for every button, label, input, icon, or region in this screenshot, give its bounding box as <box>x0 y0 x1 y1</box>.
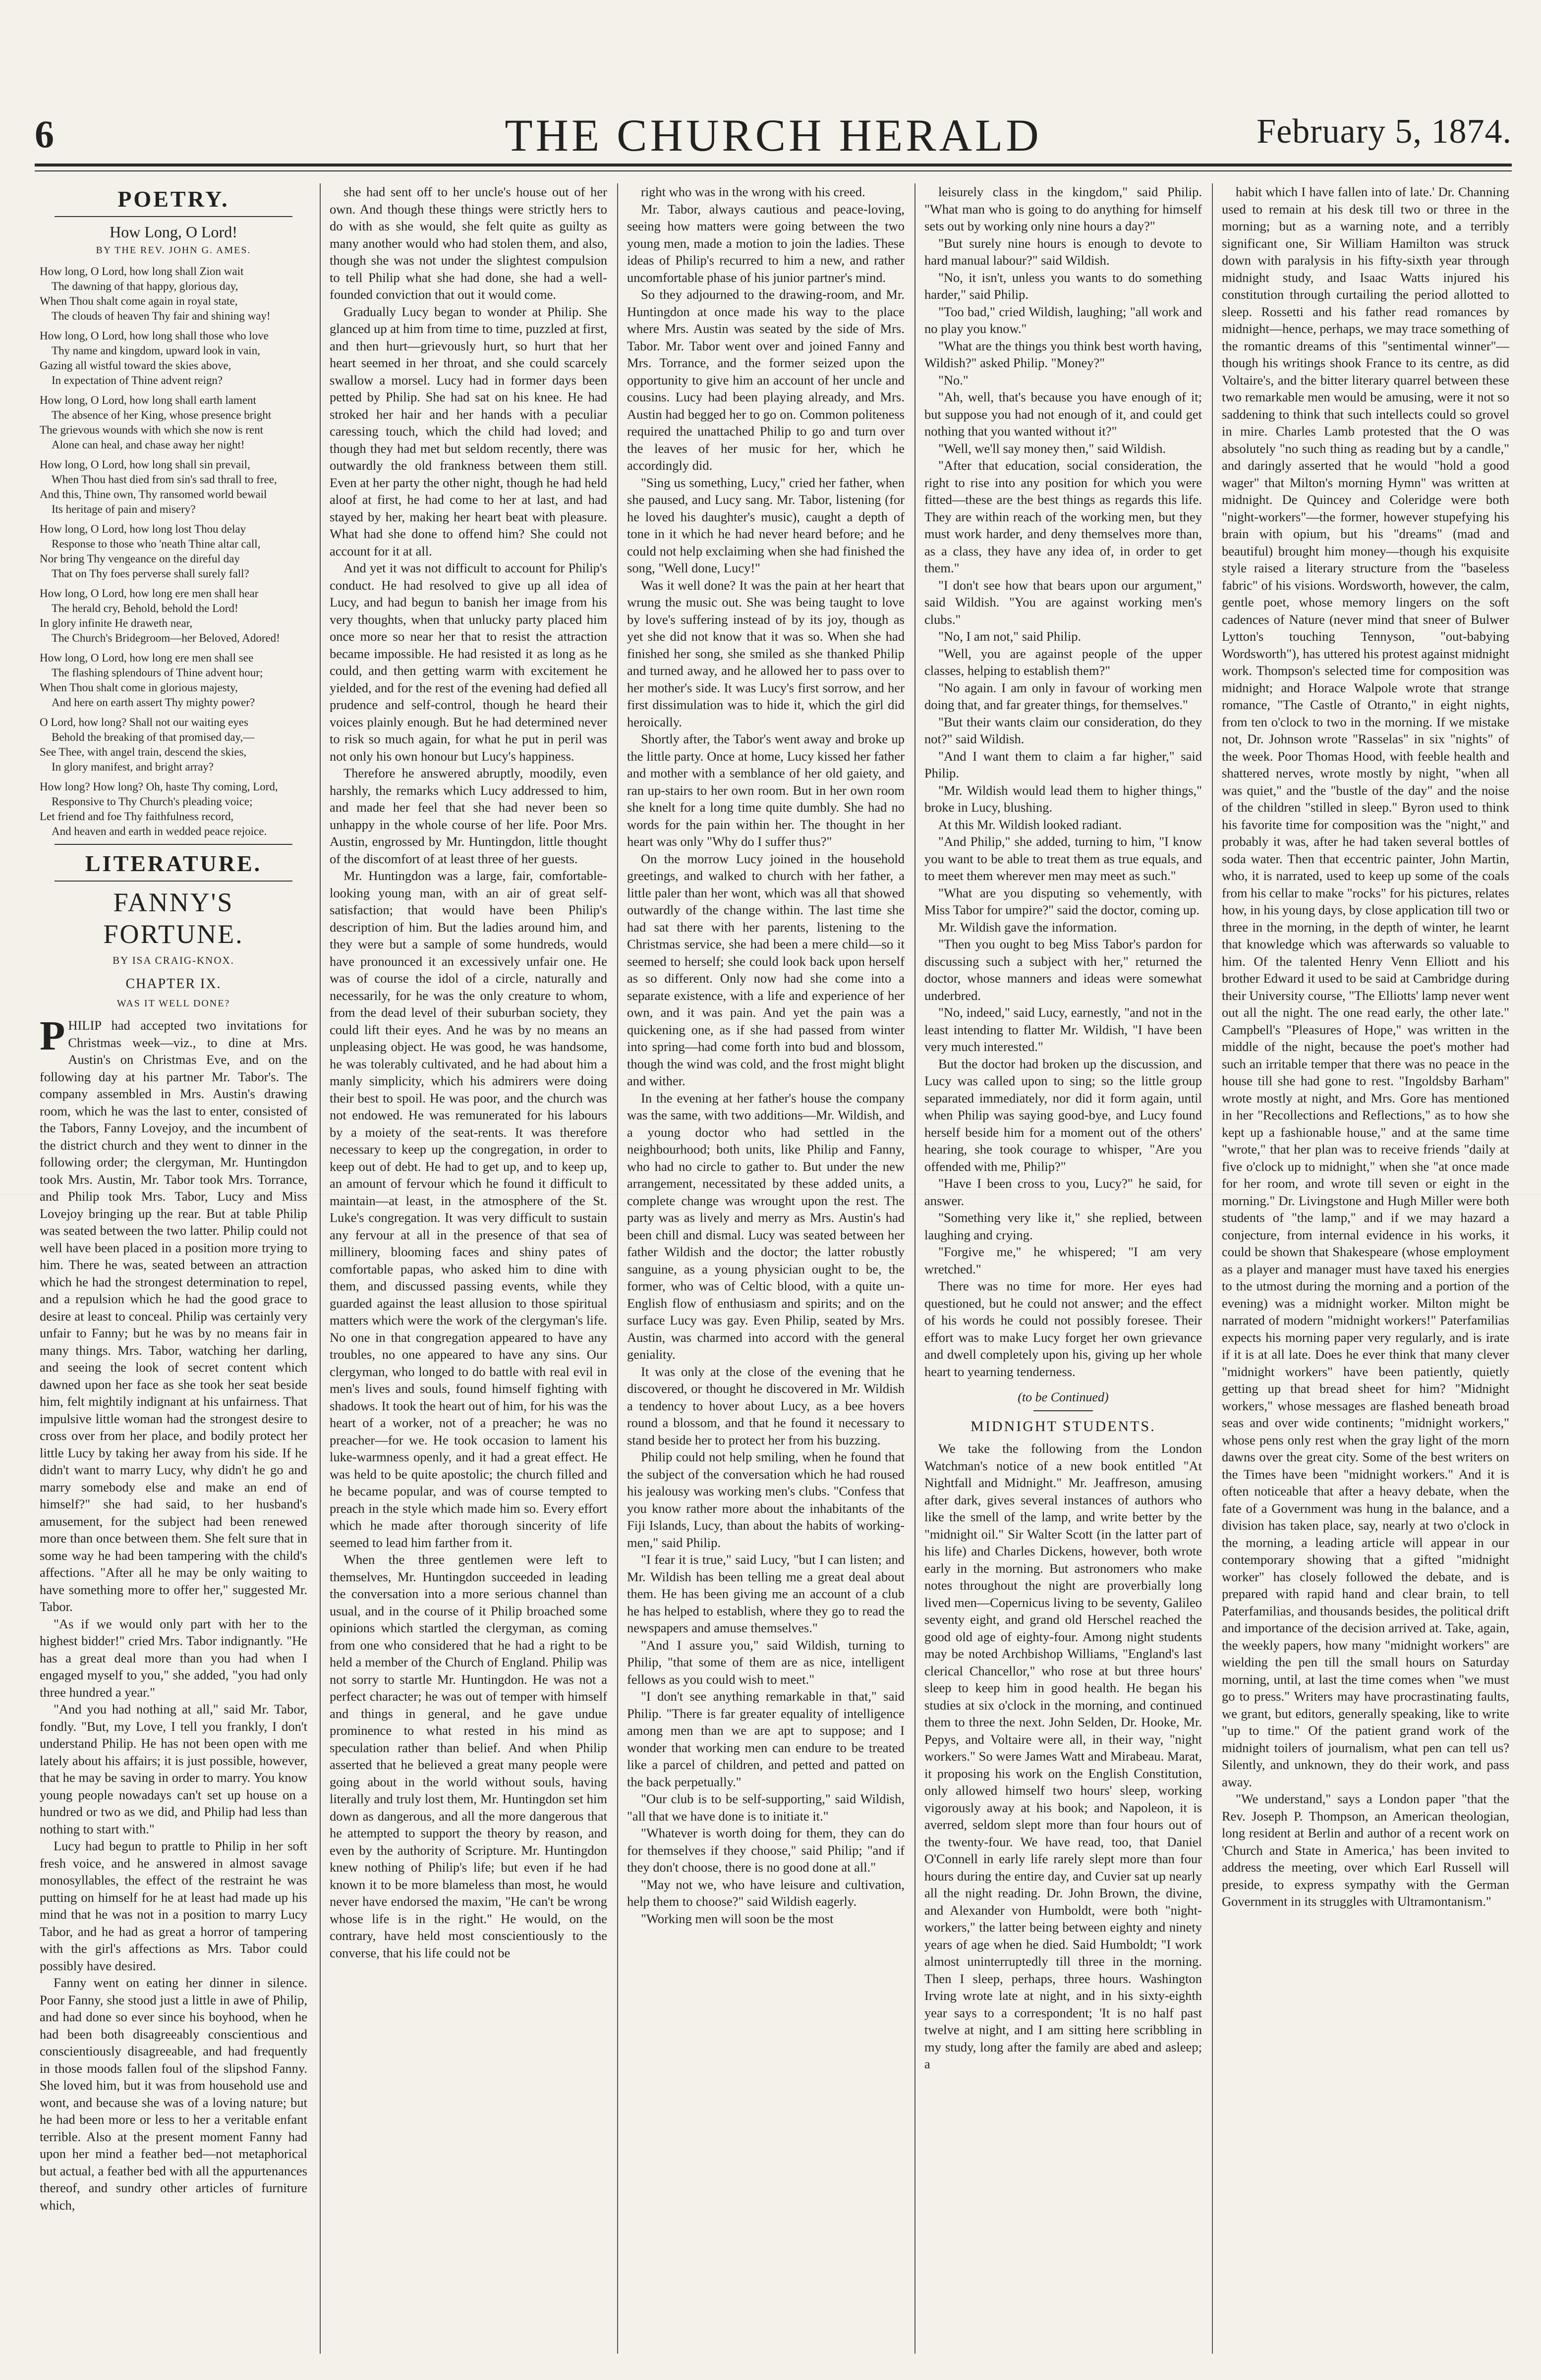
paragraph-text: Was it well done? It was the pain at her heart that wrung the music out. She was being taught to love by love's suffering instead of by its joy, though as yet she did not know that it was so. When she had finished her song, she smiled as she thanked Philip and turned away, and he allowed her to pass over to her mother's side. It was Lucy's first sorrow, and her first dissimulation was to hide it, which the girl did heroically. <box>627 577 905 729</box>
paragraph-text: Lucy had begun to prattle to Philip in her soft fresh voice, and he answered in almost savage monosyllables, the effect of the restraint he was putting on himself for he at least had made up his mind that he was not in a position to marry Lucy Tabor, and he had as great a horror of tampering with the girl's affections as Mrs. Tabor could possibly have desired. <box>40 1838 307 1973</box>
poem-stanza <box>40 779 307 839</box>
poem-line: How long? How long? Oh, haste Thy coming, Lord, <box>40 780 278 793</box>
poem-line: How long, O Lord, how long shall those who love <box>40 329 269 342</box>
paragraph-text: But the doctor had broken up the discussion, and Lucy was called upon to sing; so the little group separated immediately, nor did it form again, until when Philip was saying good-bye, and Lucy found herself beside him for a moment out of the others' hearing, she took courage to whisper, "Are you offended with me, Philip?" <box>924 1056 1202 1174</box>
paragraph-text: "No again. I am only in favour of working men doing that, and far greater things, for themselves." <box>924 680 1202 712</box>
paragraph <box>924 1004 1202 1055</box>
paragraph <box>627 1637 905 1688</box>
poem-line: In glory infinite He draweth near, <box>40 616 193 629</box>
poem-line: Responsive to Thy Church's pleading voice; <box>52 795 253 808</box>
story-byline: BY ISA CRAIG-KNOX. <box>113 954 234 966</box>
poem-line: Response to those who 'neath Thine altar call, <box>52 537 261 550</box>
paragraph <box>627 1551 905 1637</box>
paragraph-text: Therefore he answered abruptly, moodily, even harshly, the remarks which Lucy addressed to him, and made her feel that she had never been so unhappy in the whole course of her life. Poor Mrs. Austin, engrossed by Mr. Huntingdon, little thought of the discomfort of at least three of her guests. <box>330 766 607 866</box>
paragraph-text: "Forgive me," he whispered; "I am very wretched." <box>924 1244 1202 1276</box>
poem-line: And this, Thine own, Thy ransomed world bewail <box>40 488 267 500</box>
paragraph-text: "Working men will soon be the most <box>641 1911 834 1926</box>
poem-line: Gazing all wistful toward the skies above, <box>40 359 231 372</box>
chapter-subtitle: WAS IT WELL DONE? <box>116 997 230 1009</box>
story-text <box>40 1013 307 2214</box>
paragraph <box>40 1013 307 1615</box>
paragraph-text: "Mr. Wildish would lead them to higher things," broke in Lucy, blushing. <box>924 782 1202 815</box>
paragraph-text: And yet it was not difficult to account for Philip's conduct. He had resolved to give up all idea of Lucy, and had begun to banish her image from his very thoughts, when that unlucky party placed him once more so near her that to resist the attraction became impossible. He had resisted it as long as he could, and then getting warm with excitement he yielded, and for the rest of the evening had defied all prudence and self-control, though he heard their voices plainly enough. But he had determined never to risk so much again, for what he put in peril was not only his own honour but Lucy's happiness. <box>330 560 607 764</box>
poem-line: When Thou shalt come again in royal state, <box>40 294 238 307</box>
story-text <box>627 183 905 1927</box>
poem-line: Its heritage of pain and misery? <box>52 502 196 515</box>
paragraph-text: "I don't see how that bears upon our argument," said Wildish. "You are against working men's clubs." <box>924 577 1202 627</box>
paragraph <box>924 1209 1202 1243</box>
paragraph <box>627 1688 905 1790</box>
paragraph-text: "Whatever is worth doing for them, they can do for themselves if they choose," said Philip; "and if they don't choose, there is no good done at all." <box>627 1826 905 1875</box>
paragraph <box>924 1055 1202 1175</box>
poem-line: Let friend and foe Thy faithfulness record, <box>40 810 234 823</box>
paragraph-text: leisurely class in the kingdom," said Philip. "What man who is going to do anything for himself sets out by working only nine hours a day?" <box>924 184 1202 233</box>
poem-line: The herald cry, Behold, behold the Lord! <box>52 602 238 614</box>
paragraph <box>924 645 1202 679</box>
poetry-section-head: POETRY. <box>117 186 229 212</box>
paragraph <box>627 286 905 474</box>
column-divider <box>617 183 618 2354</box>
paragraph-text: In the evening at her father's house the company was the same, with two additions—Mr. Wildish, and a young doctor who had settled in the neighbourhood; both units, like Philip and Fanny, who had no circle to gather to. But under the new arrangement, necessitated by these added units, a complete change was wrought upon the rest. The party was as lively and merry as Mrs. Austin's had been chill and dismal. Lucy was seated between her father Wildish and the doctor; the latter robustly sanguine, as a young physician ought to be, the former, who was of Celtic blood, with a quite un-English flow of enthusiasm and spirits; and on the surface Lucy was gay. Even Philip, seated by Mrs. Austin, was charmed into accord with the general geniality. <box>627 1090 905 1362</box>
paragraph <box>924 372 1202 389</box>
paragraph <box>924 303 1202 337</box>
paragraph <box>627 1363 905 1449</box>
paragraph <box>627 577 905 731</box>
paragraph-text: We take the following from the London Watchman's notice of a new book entitled "At Nightfall and Midnight." Mr. Jeaffreson, amusing after dark, gives several instances of authors who like the smell of the lamp, and write better by the "midnight oil." Sir Walter Scott (in the latter part of his life) and Charles Dickens, however, both wrote early in the morning. But astronomers who make notes throughout the night are proverbially long lived men—Copernicus living to be seventy, Galileo seventy eight, and grand old Herschel reached the good old age of eighty-four. Among night students may be noted Archbishop Williams, "England's last clerical Chancellor," who rose at but three hours' sleep to keep him in good health. He began his studies at six o'clock in the morning, and continued them to three the next. John Selden, Dr. Hooke, Mr. Pepys, and Voltaire were all, in their way, "night workers." So were James Watt and Mirabeau. Marat, it proposing his work on the English Constitution, only allowed himself two hours' sleep, working vigorously away at his book; and Napoleon, it is averred, seldom slept more than four hours out of the twenty-four. We have read, too, that Daniel O'Connell in early life rarely slept more than four hours during the entire day, and Cuvier sat up nearly all the night reading. Dr. John Brown, the divine, and Alexander von Humboldt, were both "night-workers," the latter being between eighty and ninety years of age when he died. Said Humboldt; "I work almost uninterruptedly till three in the morning. Then I sleep, perhaps, three hours. Washington Irving wrote late at night, and in his sixty-eighth year says to a correspondent; 'It is no half past twelve at night, and I am sitting here scribbling in my study, long after the family are abed and asleep; a <box>924 1441 1202 2071</box>
paragraph <box>924 1440 1202 2073</box>
paragraph <box>330 183 607 303</box>
paragraph <box>330 867 607 1551</box>
paragraph-text: "And I assure you," said Wildish, turning to Philip, "that some of them are as nice, intelligent fellows as you could wish to meet." <box>627 1637 905 1687</box>
paragraph <box>924 1277 1202 1380</box>
poem-stanza <box>40 586 307 646</box>
paragraph <box>924 1175 1202 1209</box>
paragraph <box>924 628 1202 645</box>
paragraph-text: habit which I have fallen into of late.' Dr. Channing used to remain at his desk till two or three in the morning; but as a warning note, and a terribly significant one, Sir William Hamilton was struck down with paralysis in his fifty-sixth year through midnight study, and Isaac Watts injured his constitution through curtailing the period allotted to sleep. Rossetti and his father read romances by midnight—hence, perhaps, we may trace something of the romantic dreams of this "sentimental winner"—though his writings shook France to its centre, as did Voltaire's, and the bitter literary quarrel between these two remarkable men would be amusing, were it not so saddening to think that such intellects could so grovel in mire. Charles Lamb protested that the O was absolutely "no such thing as reading but by a candle," and daringly asserted that he would "hold a good wager" that Milton's morning Hymn" was written at midnight. De Quincey and Coleridge were both "night-workers"—the former, however stupefying his brain with opium, but his "dreams" (mad and beautiful) brought him money—though his exquisite style raised a literary structure from the "baseless fabric" of his visions. Wordsworth, however, the calm, gentle poet, whose memory lingers on the soft cadences of Nature (never mind that sneer of Bulwer Lytton's touching Tennyson, "out-babying Wordsworth"), has uttered his protest against midnight work. Thompson's selected time for composition was midnight; and Horace Walpole wrote that strange romance, "The Castle of Otranto," in eight nights, from ten o'clock to two in the morning. If we mistake not, Dr. Johnson wrote "Rasselas" in six "nights" of the week. Poor Thomas Hood, with feeble health and shattered nerves, wrote mostly by night, "when all was quiet," and the "bustle of the day" and the noise of the children "stilled in sleep." Byron used to think his favorite time for composition was the "night," and probably it was, after he had taken several bottles of soda water. Then that eccentric painter, John Martin, who, it is narrated, used to keep up some of the coals from his cellar to make "rocks" for his pictures, relates how, in his young days, by close application till two or three in the morning, in the depth of winter, he learnt that knowledge which was afterwards so valuable to him. Of the talented Henry Venn Elliott and his brother Edward it used to be said at Cambridge during their University course, "The Elliotts' lamp never went out all the night. The one read early, the other late." Campbell's "Pleasures of Hope," was written in the middle of the night, because the poet's mother had such an irritable temper that there was no peace in the house till she had gone to rest. "Ingoldsby Barham" wrote mostly at night, and Mrs. Gore has mentioned in her "Recollections and Reflections," as to how she kept up a fashionable house," and at the same time "wrote," that her plan was to receive friends "daily at five o'clock up to midnight," when she "at once made for her room, and wrote till seven or eight in the morning." Dr. Livingstone and Hugh Miller were both students of "the lamp," and if we may hazard a conjecture, from internal evidence in his works, it could be shown that Shakespeare (whose employment as a player and manager must have taxed his energies to the utmost during the morning and a portion of the evening) was a midnight worker. Milton might be narrated of modern "midnight workers!" Paterfamilias expects his morning paper very regularly, and is irate if it is at all late. Does he ever think that many clever "midnight workers" have been patiently, quietly getting up that bread sheet for him? "Midnight workers," whose messages are flashed beneath broad seas and over wide continents; "midnight workers," whose pens only rest when the gray light of the morn dawns over the great city. Some of the best writers on the Times have been "midnight workers." And it is often noticeable that after a heavy debate, when the fate of a Government was hung in the balance, and a division has taken place, say, nearly at two o'clock in the morning, a leading article will appear in our contemporary showing that a gifted "midnight worker" has closely followed the debate, and is prepared with rapid hand and clear brain, to tell Paterfamilias, and thousands besides, the political drift and importance of the decision arrived at. Take, again, the weekly papers, how many "midnight workers" are wielding the pen till the small hours on Saturday morning, until, at last the time comes when "we must go to press." Writers may have procrastinating faults, we grant, but editors, generally speaking, like to write "up to time." Of the patient grand work of the midnight toilers of journalism, what pen can tell us? Silently, and unknown, they do their work, and pass away. <box>1222 184 1509 1789</box>
paragraph-text: "No." <box>938 372 969 387</box>
paragraph <box>40 1837 307 1974</box>
paragraph-text: "No, I am not," said Philip. <box>938 629 1082 644</box>
article-text <box>1222 183 1509 1910</box>
paragraph-text: "Sing us something, Lucy," cried her father, when she paused, and Lucy sang. Mr. Tabor, listening (for he loved his daughter's music), caught a depth of tone in it which he had never heard before; and he could not help exclaiming when she had finished the song, "Well done, Lucy!" <box>627 475 905 575</box>
paragraph <box>627 1825 905 1876</box>
paragraph-text: "Our club is to be self-supporting," said Wildish, "all that we have done is to initiate it." <box>627 1791 905 1824</box>
to-be-continued: (to be Continued) <box>1018 1390 1109 1404</box>
paragraph <box>924 457 1202 577</box>
paragraph-text: "I fear it is true," said Lucy, "but I can listen; and Mr. Wildish has been telling me a great deal about them. He has been giving me an account of a club he has helped to establish, where they go to read the newspapers and amuse themselves." <box>627 1552 905 1635</box>
paragraph-text: "Too bad," cried Wildish, laughing; "all work and no play you know." <box>924 304 1202 336</box>
paragraph-text: "No, indeed," said Lucy, earnestly, "and not in the least intending to flatter Mr. Wildish, "I have been very much interested." <box>924 1005 1202 1054</box>
column-3 <box>627 183 905 2344</box>
paragraph <box>330 303 607 560</box>
paragraph <box>40 1701 307 1837</box>
paragraph-text: "After that education, social consideration, the right to rise into any position for which you were fitted—these are the best things as regards this life. They are within reach of the working men, but they must work harder, and deny themselves more than, as a class, they have any idea of, in order to get them." <box>924 458 1202 575</box>
poem-line: Nor bring Thy vengeance on the direful day <box>40 552 240 565</box>
paragraph <box>330 765 607 867</box>
paragraph-text: "Something very like it," she replied, between laughing and crying. <box>924 1210 1202 1242</box>
poem-line: How long, O Lord, how long ere men shall hear <box>40 587 259 600</box>
header-rule <box>35 164 1512 166</box>
poem-line: And here on earth assert Thy mighty power? <box>52 696 255 709</box>
paragraph <box>627 730 905 850</box>
paragraph-text: "What are the things you think best worth having, Wildish?" asked Philip. "Money?" <box>924 338 1202 370</box>
paragraph-text: "And you had nothing at all," said Mr. Tabor, fondly. "But, my Love, I tell you frankly, I don't understand Philip. He has not been open with me lately about his affairs; it is just possible, however, that he may be saving in order to marry. You know young people nowadays can't set up house on a hundred or two as we did, and Philip had less than nothing to start with." <box>40 1702 307 1836</box>
poem-stanza <box>40 264 307 324</box>
story-title: FANNY'S FORTUNE. <box>103 887 244 949</box>
paragraph <box>627 1448 905 1551</box>
paragraph <box>924 235 1202 269</box>
poem-stanza <box>40 522 307 581</box>
column-divider <box>320 183 321 2354</box>
paragraph <box>330 559 607 765</box>
poem-line: The dawning of that happy, glorious day, <box>52 279 238 292</box>
poem-line: The Church's Bridegroom—her Beloved, Adored! <box>52 631 280 644</box>
paragraph-text: "I don't see anything remarkable in that," said Philip. "There is far greater equality of intelligence among men than we are apt to suppose; and I wonder that working men can endure to be treated like a parcel of children, and petted and patted on the back perpetually." <box>627 1689 905 1789</box>
paragraph-text: Fanny went on eating her dinner in silence. Poor Fanny, she stood just a little in awe of Philip, and had done so ever since his boyhood, when he had been both disagreeably conscientious and conscientiously disagreeable, and had frequently in those moods fallen foul of the slipshod Fanny. She loved him, but it was from household use and wont, and because she was of a loving nature; but he had been more or less to her a veritable enfant terrible. Also at the present moment Fanny had upon her mind a feather bed—not metaphorical but actual, a feather bed with all the appurtenances thereof, and sundry other articles of furniture which, <box>40 1975 307 2213</box>
paragraph <box>330 1551 607 1961</box>
paragraph-text: There was no time for more. Her eyes had questioned, but he could not answer; and the effect of his words he could not possibly foresee. Their effort was to make Lucy forget her own grievance and dwell completely upon his, giving up her whole heart to yearning tenderness. <box>924 1278 1202 1379</box>
paragraph <box>627 183 905 201</box>
drop-cap: P <box>40 1013 65 1059</box>
paragraph <box>924 714 1202 748</box>
poem-stanza <box>40 329 307 388</box>
literature-section-head: LITERATURE. <box>85 850 262 876</box>
paragraph <box>627 1910 905 1928</box>
poem-line: The grievous wounds with which she now is rent <box>40 423 263 436</box>
paragraph <box>924 269 1202 303</box>
poem-line: In glory manifest, and bright array? <box>52 760 214 773</box>
poem-line: And heaven and earth in wedded peace rejoice. <box>52 825 267 837</box>
paragraph-text: she had sent off to her uncle's house out of her own. And though these things were strictly hers to do with as she would, she felt quite as guilty as many another would who had stolen them, and also, though she was not under the slightest compulsion to tell Philip what she had done, she had a well-founded conviction that out it would come. <box>330 184 607 302</box>
paragraph-text: "And Philip," she added, turning to him, "I know you want to be able to treat them as true equals, and to meet them wherever men may meet as such." <box>924 834 1202 883</box>
poem-line: The flashing splendours of Thine advent hour; <box>52 666 263 679</box>
paragraph <box>924 388 1202 440</box>
poem-line: O Lord, how long? Shall not our waiting eyes <box>40 716 248 728</box>
paragraph <box>924 816 1202 833</box>
header-rule-thin <box>35 170 1512 171</box>
paragraph-text: "But surely nine hours is enough to devote to hard manual labour?" said Wildish. <box>924 235 1202 268</box>
paragraph <box>924 1243 1202 1277</box>
paragraph <box>924 833 1202 885</box>
paragraph-text: So they adjourned to the drawing-room, and Mr. Huntingdon at once made his way to the place where Mrs. Austin was seated by the side of Mrs. Tabor. Mr. Tabor went over and joined Fanny and Mrs. Torrance, and the former seized upon the opportunity to give him an account of her uncle and cousins. Lucy had been playing already, and Mrs. Austin had begged her to go on. Common politeness required the unattached Philip to go and turn over the leaves of her music for her, which he accordingly did. <box>627 287 905 473</box>
poem-line: See Thee, with angel train, descend the skies, <box>40 745 247 758</box>
column-5 <box>1222 183 1509 2344</box>
paragraph-text: "Well, you are against people of the upper classes, helping to establish them?" <box>924 646 1202 678</box>
poem-stanza <box>40 457 307 517</box>
section-rule <box>1033 1410 1093 1411</box>
paragraph <box>40 1615 307 1701</box>
paragraph <box>924 440 1202 457</box>
paragraph-text: Philip could not help smiling, when he found that the subject of the conversation which he had roused his jealousy was working men's clubs. "Confess that you know rather more about the inhabitants of the Fiji Islands, Lucy, than about the habits of working-men," said Philip. <box>627 1449 905 1550</box>
paragraph <box>924 577 1202 628</box>
poem-line: The absence of her King, whose presence bright <box>52 408 272 421</box>
paragraph <box>627 1090 905 1363</box>
column-2 <box>330 183 607 2344</box>
poem-line: When Thou hast died from sin's sad thrall to free, <box>52 473 277 486</box>
poem-line: In expectation of Thine advent reign? <box>52 374 223 387</box>
paragraph-text: At this Mr. Wildish looked radiant. <box>938 817 1122 832</box>
paragraph-text: "May not we, who have leisure and cultivation, help them to choose?" said Wildish eagerly. <box>627 1877 905 1909</box>
paper-fold <box>0 1194 1541 1195</box>
poem-line: Alone can heal, and chase away her night! <box>52 438 245 451</box>
paragraph <box>924 337 1202 372</box>
paragraph <box>924 919 1202 936</box>
paragraph-text: right who was in the wrong with his creed. <box>641 184 865 199</box>
column-4 <box>924 183 1202 2344</box>
paragraph-text: "What are you disputing so vehemently, with Miss Tabor for umpire?" said the doctor, coming up. <box>924 885 1202 917</box>
paragraph-text: Gradually Lucy began to wonder at Philip. She glanced up at him from time to time, puzzled at first, and then hurt—grievously hurt, so hurt that her heart seemed in her throat, and she could scarcely swallow a morsel. Lucy had in former days been petted by Philip. She had sat on his knee. He had stroked her hair and her hands with a peculiar caressing touch, which the child had loved; and though they had met but seldom recently, there was outwardly the old frankness between them still. Even at her party the other night, though he had held aloof at first, he had come to her at last, and had stayed by her, making her heart beat with pleasure. What had she done to offend him? She could not account for it at all. <box>330 304 607 558</box>
paragraph-text: It was only at the close of the evening that he discovered, or thought he discovered in Mr. Wildish a tendency to hover about Lucy, as a bee hovers round a blossom, and that he found it necessary to stand beside her to protect her from his buzzing. <box>627 1364 905 1447</box>
masthead: THE CHURCH HERALD <box>505 110 1042 161</box>
paragraph-text: "As if we would only part with her to the highest bidder!" cried Mrs. Tabor indignantly. "He has a great deal more than you had when I engaged myself to you," she added, "you had only three hundred a year." <box>40 1616 307 1700</box>
poem-line: Thy name and kingdom, upward look in vain, <box>52 344 260 357</box>
paragraph-text: "Well, we'll say money then," said Wildish. <box>938 441 1166 456</box>
paragraph <box>924 183 1202 235</box>
poem-line: That on Thy foes perverse shall surely fall? <box>52 567 249 580</box>
poem-line: How long, O Lord, how long ere men shall see <box>40 651 254 664</box>
paragraph <box>1222 183 1509 1790</box>
poem-author: BY THE REV. JOHN G. AMES. <box>96 245 251 256</box>
page-number: 6 <box>35 112 55 156</box>
section-rule <box>55 844 292 845</box>
article-text <box>924 1440 1202 2073</box>
article-title: MIDNIGHT STUDENTS. <box>970 1418 1156 1435</box>
poem-line: How long, O Lord, how long shall sin prevail, <box>40 458 250 471</box>
paragraph-text: HILIP had accepted two invitations for Christmas week—viz., to dine at Mrs. Austin's on Christmas Eve, and on the following day at his partner Mr. Tabor's. The company assembled in Mrs. Austin's drawing room, which he was the last to enter, consisted of the Tabors, Fanny Lovejoy, and the incumbent of the district church and they went to dinner in the following order; the clergyman, Mr. Huntingdon took Mrs. Austin, Mr. Tabor took Mrs. Torrance, and Philip took Mrs. Tabor, Lucy and Miss Lovejoy bringing up the rear. But at table Philip was seated between the two latter. Philip could not well have been placed in a position more trying to him. There he was, seated between an attraction which he had the strongest determination to repel, and a repulsion which he had the good grace to desire at least to conceal. Philip was certainly very unfair to Fanny; but he was by no means fair in many things. Mrs. Tabor, watching her darling, and seeing the look of secret content which dawned upon her face as she took her seat beside him, felt mightily indignant at his unfairness. That impulsive little woman had the strongest desire to cross over from her place, and bodily protect her little Lucy by taking her away from his side. If he didn't want to marry Lucy, why didn't he go and marry somebody else and make an end of himself?" she had said, to her husband's amusement, for the subject had been renewed more than once between them. She felt sure that in some way he had been tampering with the child's affections. "After all he may be only waiting to have something more to offer her," suggested Mr. Tabor. <box>40 1018 307 1614</box>
column-1 <box>40 183 307 2344</box>
issue-date: February 5, 1874. <box>1256 112 1512 151</box>
poem-line: How long, O Lord, how long lost Thou delay <box>40 522 246 535</box>
paragraph-text: Mr. Huntingdon was a large, fair, comfortable-looking young man, with an air of great self-satisfaction; that would have been Philip's description of him. But the ladies around him, and they were but a sample of some hundreds, would have pronounced it an excessively unfair one. He was of course the idol of a circle, naturally and necessarily, for he was the only creature to whom, from the dead level of their suburban society, they could lift their eyes. And he was by no means an unpleasing object. He was good, he was handsome, he was tolerably cultivated, and he had about him a manly simplicity, which his admirers were doing their best to spoil. He was poor, and the church was not endowed. He was remunerated for his labours by a moiety of the seat-rents. It was therefore necessary to keep up the congregation, in order to keep out of debt. He had to get up, and to keep up, an amount of fervour which he found it difficult to maintain—at least, in the atmosphere of the St. Luke's congregation. It was very difficult to sustain any fervour at all in the presence of that sea of millinery, blooming faces and shiny pates of comfortable papas, who asked him to dine with them, and discussed passing events, while they guarded against the least allusion to those spiritual matters which were the work of the clergyman's life. No one in that congregation appeared to have any troubles, no one appeared to have any sins. Our clergyman, who longed to do battle with real evil in men's lives and souls, found himself fighting with shadows. It took the heart out of him, for his was the heart of a worker, not of a preacher; he was no preacher—for we. He took occasion to lament his luke-warmness openly, and it had a great effect. He was held to be quite apostolic; the church filled and he became popular, and was of course tempted to preach in the style which made him so. Every effort which he made after thorough sincerity of life seemed to lead him farther from it. <box>330 868 607 1550</box>
paragraph-text: "Have I been cross to you, Lucy?" he said, for answer. <box>924 1176 1202 1208</box>
paragraph-text: Mr. Wildish gave the information. <box>938 919 1117 935</box>
paragraph-text: "Ah, well, that's because you have enough of it; but suppose you had not enough of it, and could get nothing that you wanted without it?" <box>924 389 1202 439</box>
section-rule <box>55 216 292 217</box>
column-divider <box>1212 183 1213 2354</box>
paragraph <box>924 936 1202 1004</box>
section-rule <box>55 881 292 882</box>
paragraph-text: When the three gentlemen were left to themselves, Mr. Huntingdon succeeded in leading the conversation into a more serious channel than usual, and in the course of it Philip broached some opinions which startled the clergyman, as coming from one who considered that he had a right to be held a member of the Church of England. Philip was not sorry to startle Mr. Huntingdon. He was not a perfect character; he was out of temper with himself and things in general, and he gave undue prominence to what rested in his mind as speculation rather than belief. And when Philip asserted that he believed a great many people were going about in the world without souls, having literally and truly lost them, Mr. Huntingdon set him down as dangerous, and all the more dangerous that he attempted to support the theory by reason, and even by the authority of Scripture. Mr. Huntingdon knew nothing of Philip's life; but even if he had known it to be more blameless than most, he would never have endorsed the maxim, "He can't be wrong whose life is in the right." He would, on the contrary, have held most conscientiously to the converse, that his life could not be <box>330 1552 607 1960</box>
paragraph <box>627 850 905 1090</box>
paragraph-text: Mr. Tabor, always cautious and peace-loving, seeing how matters were going between the two young men, made a motion to join the ladies. These ideas of Philip's recurred to him a new, and rather uncomfortable phase of his junior partner's mind. <box>627 201 905 285</box>
poem-stanza <box>40 393 307 452</box>
paragraph-text: "Then you ought to beg Miss Tabor's pardon for discussing such a subject with her," returned the doctor, whose manners and ideas were somewhat underbred. <box>924 937 1202 1003</box>
poem-line: How long, O Lord, how long shall Zion wait <box>40 265 244 277</box>
chapter-heading: CHAPTER IX. <box>125 976 222 992</box>
paragraph <box>627 1876 905 1910</box>
poem-title: How Long, O Lord! <box>110 223 237 241</box>
paragraph <box>924 679 1202 714</box>
story-text <box>330 183 607 1961</box>
paragraph-text: "But their wants claim our consideration, do they not?" said Wildish. <box>924 714 1202 746</box>
poem-body <box>40 264 307 839</box>
poem-stanza <box>40 651 307 710</box>
paragraph <box>627 201 905 286</box>
poem-line: When Thou shalt come in glorious majesty, <box>40 681 238 694</box>
poem-line: How long, O Lord, how long shall earth lament <box>40 393 256 406</box>
paragraph <box>924 782 1202 816</box>
poem-line: Behold the breaking of that promised day,— <box>52 730 255 743</box>
paragraph <box>924 885 1202 919</box>
story-text <box>924 183 1202 1380</box>
poem-line: The clouds of heaven Thy fair and shining way! <box>52 309 271 322</box>
paragraph <box>1222 1790 1509 1910</box>
paragraph <box>40 1974 307 2214</box>
paragraph-text: Shortly after, the Tabor's went away and broke up the little party. Once at home, Lucy kissed her father and mother with a semblance of her old gaiety, and ran up-stairs to her own room. But in her own room she knelt for a long time quite dumbly. She had no words for the pain within her. The thought in her heart was only "Why do I suffer thus?" <box>627 731 905 849</box>
paragraph <box>627 474 905 577</box>
paragraph-text: On the morrow Lucy joined in the household greetings, and walked to church with her father, a little paler than her wont, which was all that showed outwardly of the change within. The last time she had sat there with her parents, listening to the Christmas service, she had been a mere child—so it seemed to herself; she could look back upon herself as so different. Only now had she come into a separate existence, with a life and experience of her own, and it was pain. And yet the pain was a quickening one, as if she had passed from winter into spring—had come forth into bud and blossom, though the wind was cold, and the frost might blight and wither. <box>627 851 905 1088</box>
paragraph <box>924 748 1202 782</box>
paragraph <box>627 1790 905 1825</box>
page-header <box>35 109 1512 164</box>
column-divider <box>914 183 915 2354</box>
paragraph-text: "No, it isn't, unless you wants to do something harder," said Philip. <box>924 270 1202 302</box>
paragraph-text: "We understand," says a London paper "that the Rev. Joseph P. Thompson, an American theologian, long resident at Berlin and author of a recent work on 'Church and State in America,' has been invited to address the meeting, over which Earl Russell will preside, to express sympathy with the German Government in its struggles with Ultramontanism." <box>1222 1791 1509 1909</box>
poem-stanza <box>40 715 307 775</box>
paragraph-text: "And I want them to claim a far higher," said Philip. <box>924 748 1202 780</box>
